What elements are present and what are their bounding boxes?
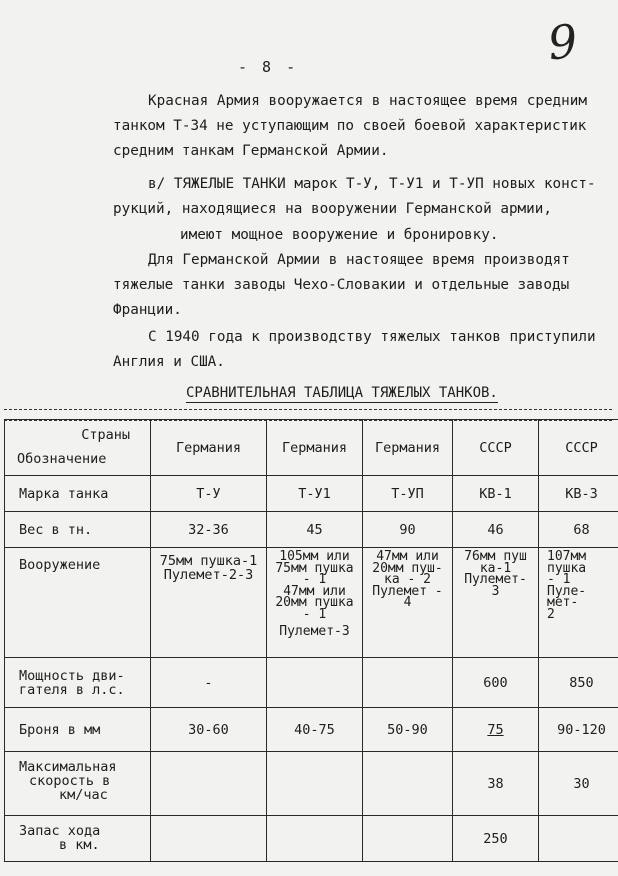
armament-line: Пулемет - [372,583,443,599]
armament-cell [151,548,267,658]
row-label [5,816,151,862]
armament-line: 20мм пушка [275,595,354,610]
engine-cell: 850 [539,658,618,708]
armament-line: 47мм или [283,583,346,599]
text-line-3: средним танкам Германской Армии. [113,143,389,159]
model-cell: Т-У1 [267,476,363,512]
table-row-speed [5,752,618,816]
armament-cell [267,548,363,658]
armament-line: мет- [547,595,579,610]
armament-cell [363,548,453,658]
armor-cell: 30-60 [151,708,267,752]
armor-cell: 50-90 [363,708,453,752]
comparison-table [4,419,618,862]
armament-line: пушка [547,560,587,576]
range-cell: 250 [453,816,539,862]
engine-cell [363,658,453,708]
text-line-8: тяжелые танки заводы Чехо-Словакии и отдельные заводы [113,277,570,293]
armament-line: Пуле- [547,583,587,599]
model-cell: КВ-3 [539,476,618,512]
armament-line: - 1 [302,606,327,622]
speed-cell: 30 [539,752,618,816]
text-line-10: С 1940 года к производству тяжелых танков приступили [148,329,596,345]
weight-cell: 45 [267,512,363,548]
armament-line: 75мм пушка-1 [159,553,258,569]
row-label-line: скорость в [29,773,111,789]
armament-cell [539,548,618,658]
country-cell: СССР [453,420,539,476]
weight-cell: 68 [539,512,618,548]
row-label [5,658,151,708]
armor-cell: 90-120 [539,708,618,752]
text-line-5: рукций, находящиеся на вооружении Германской армии, [113,201,552,217]
armament-line: 3 [491,583,500,599]
model-cell: Т-УП [363,476,453,512]
row-label-line: км/час [59,787,108,803]
range-cell [151,816,267,862]
model-cell: Т-У [151,476,267,512]
range-cell [363,816,453,862]
page-number: - 8 - [238,58,299,76]
weight-cell: 46 [453,512,539,548]
armament-line: - 1 [302,572,327,587]
speed-cell [363,752,453,816]
table-row-armor [5,708,618,752]
table-row-armament [5,548,618,658]
table-row-engine [5,658,618,708]
table-row-weight [5,512,618,548]
row-label-line: гателя в л.с. [19,681,125,698]
row-label: Вес в тн. [5,512,151,548]
model-cell: КВ-1 [453,476,539,512]
range-cell [539,816,618,862]
row-label-line: в км. [59,837,100,853]
row-label-line: Максимальная [19,759,117,775]
table-title: СРАВНИТЕЛЬНАЯ ТАБЛИЦА ТЯЖЕЛЫХ ТАНКОВ. [186,385,498,401]
armament-line: 2 [547,606,555,622]
armament-line: 20мм пуш- [372,560,443,576]
text-line-6: имеют мощное вооружение и бронировку. [180,227,499,243]
text-line-4: в/ ТЯЖЕЛЫЕ ТАНКИ марок Т-У, Т-У1 и Т-УП новых конст- [148,176,596,192]
armament-line: Пулемет-3 [279,624,350,639]
row-label: Вооружение [5,548,151,658]
armament-line: 105мм или [279,549,350,564]
armament-line: 75мм пушка [275,560,354,576]
speed-cell [267,752,363,816]
armament-line: 107мм [547,549,587,564]
armament-line: - 1 [547,572,571,587]
header-countries: Страны [81,427,130,443]
text-line-1: Красная Армия вооружается в настоящее время средним [148,93,587,109]
row-label [5,752,151,816]
country-cell: Германия [151,420,267,476]
country-cell: Германия [363,420,453,476]
row-label-line: Мощность дви- [19,667,125,684]
armament-line: Пулемет- [464,572,527,587]
range-cell [267,816,363,862]
table-row-countries [5,420,618,476]
armament-line: 47мм или [376,549,439,564]
table-row-model [5,476,618,512]
engine-cell: - [151,658,267,708]
armament-line: 4 [403,595,412,610]
country-cell: СССР [539,420,618,476]
text-line-7: Для Германской Армии в настоящее время производят [148,252,570,268]
armament-line: ка - 2 [384,572,431,587]
armament-cell [453,548,539,658]
table-row-range [5,816,618,862]
armor-cell: 75 [453,708,539,752]
header-cell [5,420,151,476]
speed-cell: 38 [453,752,539,816]
armor-cell: 40-75 [267,708,363,752]
text-line-2: танком Т-34 не уступающим по своей боевой характеристик [113,118,587,134]
row-label: Броня в мм [5,708,151,752]
weight-cell: 32-36 [151,512,267,548]
engine-cell: 600 [453,658,539,708]
row-label-line: Запас хода [19,823,101,839]
row-label: Марка танка [5,476,151,512]
text-line-11: Англия и США. [113,354,225,370]
engine-cell [267,658,363,708]
armament-line: Пулемет-2-3 [163,567,254,583]
header-designation: Обозначение [17,451,107,467]
text-line-9: Франции. [113,302,182,318]
armament-line: ка-1 [479,560,512,576]
country-cell: Германия [267,420,363,476]
weight-cell: 90 [363,512,453,548]
speed-cell [151,752,267,816]
handwritten-page-number: 9 [545,13,581,71]
armament-line: 76мм пуш [464,549,527,564]
